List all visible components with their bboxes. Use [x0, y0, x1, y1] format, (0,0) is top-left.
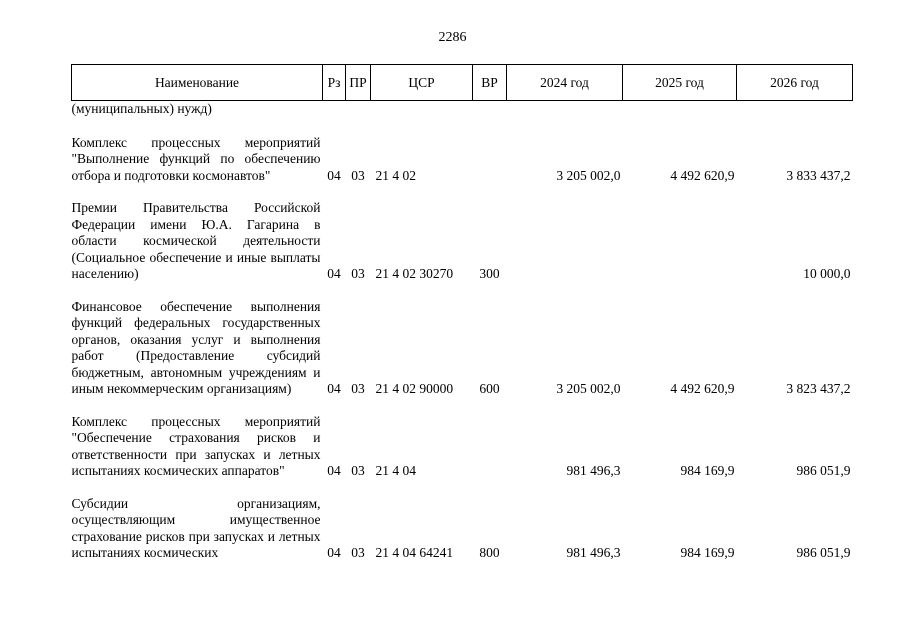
continuation-text: (муниципальных) нужд)	[71, 101, 212, 116]
row-vr	[473, 118, 507, 185]
row-name: Субсидии организациям, осуществляющим имущественное страхование рисков при запусках и летных испытаниях космических	[71, 495, 321, 560]
row-2025: 4 492 620,9	[670, 381, 735, 396]
header-2026: 2026 год	[737, 65, 853, 101]
row-2025	[623, 184, 737, 283]
header-vr: ВР	[473, 65, 507, 101]
budget-table	[71, 64, 853, 562]
row-2026: 986 051,9	[796, 545, 851, 560]
table-header-row	[72, 65, 853, 101]
row-2024: 981 496,3	[566, 545, 621, 560]
header-name: Наименование	[72, 65, 323, 101]
row-2025: 984 169,9	[680, 463, 735, 478]
row-2025: 4 492 620,9	[670, 167, 735, 183]
row-pr: 03	[351, 463, 365, 478]
row-name: Комплекс процессных мероприятий "Выполнение функций по обеспечению отбора и подготовки космонавтов"	[71, 134, 321, 183]
row-pr: 03	[351, 545, 365, 560]
header-csr: ЦСР	[371, 65, 473, 101]
row-pr: 03	[351, 266, 365, 281]
row-2024: 3 205 002,0	[556, 167, 621, 183]
table-row	[72, 480, 853, 562]
row-vr: 300	[479, 266, 500, 281]
row-2026: 986 051,9	[796, 463, 851, 478]
header-pr: ПР	[346, 65, 371, 101]
table-row	[72, 283, 853, 398]
table-row	[72, 398, 853, 480]
row-csr: 21 4 02 30270	[375, 266, 454, 281]
row-name: Премии Правительства Российской Федерации имени Ю.А. Гагарина в области космической деятельности (Социальное обеспечение и иные выплаты населению)	[71, 200, 321, 281]
table-row	[72, 118, 853, 185]
header-2024: 2024 год	[507, 65, 623, 101]
row-vr	[473, 398, 507, 480]
row-name: Финансовое обеспечение выполнения функций федеральных государственных органов, оказания услуг и выполнения работ (Предоставление субсидий бюджетным, автономным учреждениям и иным некоммерческим организациям)	[71, 298, 321, 396]
table-row-continuation	[72, 101, 853, 118]
row-rz: 04	[327, 545, 341, 560]
row-2024: 3 205 002,0	[556, 381, 621, 396]
page-number: 2286	[438, 30, 467, 45]
row-rz: 04	[327, 266, 341, 281]
row-csr: 21 4 02 90000	[375, 381, 454, 396]
row-pr: 03	[351, 167, 365, 183]
row-2024: 981 496,3	[566, 463, 621, 478]
row-vr: 800	[479, 545, 500, 560]
row-vr: 600	[479, 381, 500, 396]
row-2026: 3 823 437,2	[786, 381, 851, 396]
row-2024	[507, 184, 623, 283]
row-csr: 21 4 04	[375, 463, 416, 478]
row-2026: 3 833 437,2	[786, 167, 851, 183]
row-rz: 04	[327, 381, 341, 396]
row-csr: 21 4 04 64241	[375, 545, 454, 560]
table-row	[72, 184, 853, 283]
row-2026: 10 000,0	[803, 266, 851, 281]
row-name: Комплекс процессных мероприятий "Обеспечение страхования рисков и ответственности при запусках и летных испытаниях космических аппаратов"	[71, 413, 321, 478]
header-2025: 2025 год	[623, 65, 737, 101]
row-rz: 04	[327, 463, 341, 478]
row-rz: 04	[327, 167, 341, 183]
row-2025: 984 169,9	[680, 545, 735, 560]
header-rz: Рз	[323, 65, 346, 101]
row-pr: 03	[351, 381, 365, 396]
row-csr: 21 4 02	[375, 167, 416, 183]
